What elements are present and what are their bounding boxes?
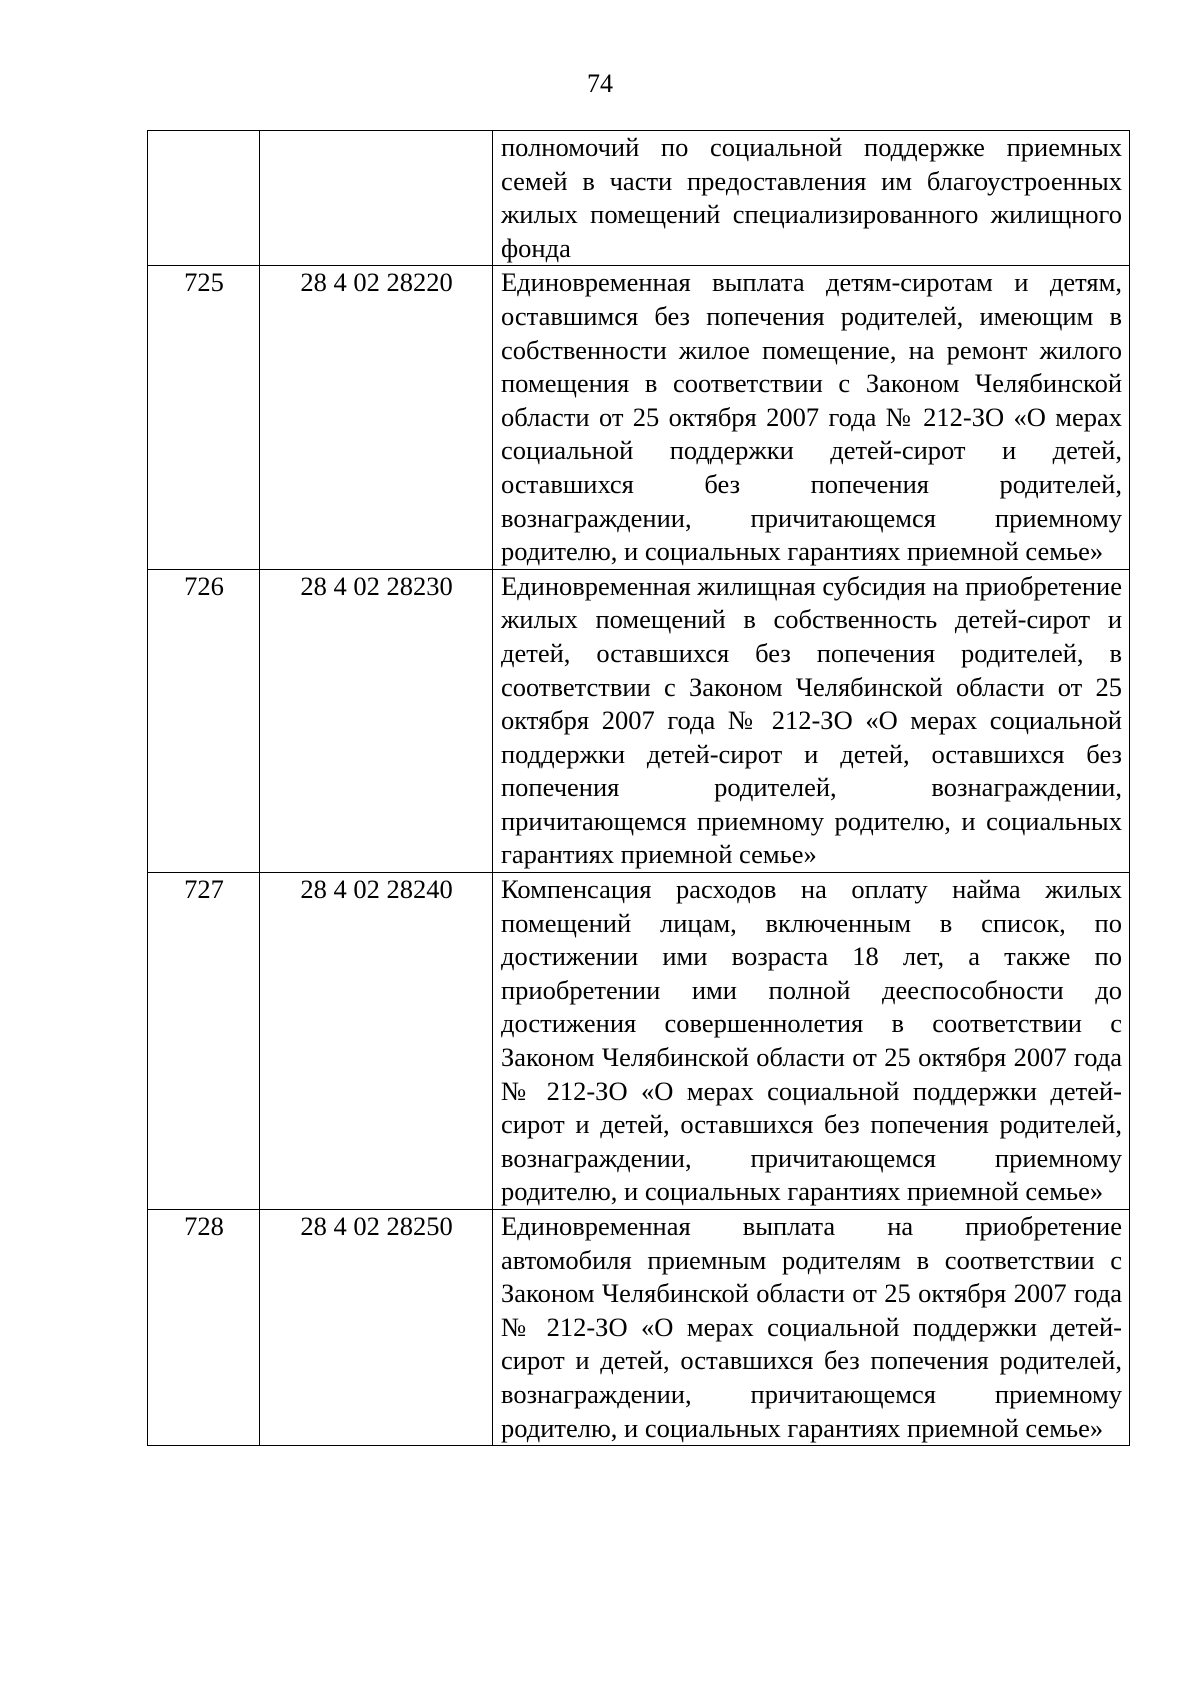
row-description: Единовременная жилищная субсидия на приобретение жилых помещений в собственность детей-сирот и детей, оставшихся без попечения родителей, в соответствии с Законом Челябинской области от 25 октября 2007 года № 212-ЗО «О мерах социальной поддержки детей-сирот и детей, оставшихся без попечения родителей, вознаграждении, причитающемся приемному родителю, и социальных гарантиях приемной семье» — [493, 569, 1130, 872]
row-description: Единовременная выплата на приобретение автомобиля приемным родителям в соответствии с Законом Челябинской области от 25 октября 2007 года № 212-ЗО «О мерах социальной поддержки детей-сирот и детей, оставшихся без попечения родителей, вознаграждении, причитающемся приемному родителю, и социальных гарантиях приемной семье» — [493, 1210, 1130, 1446]
row-number: 726 — [148, 569, 260, 872]
table-row — [148, 873, 1130, 1210]
row-description: Компенсация расходов на оплату найма жилых помещений лицам, включенным в список, по достижении ими возраста 18 лет, а также по приобретении ими полной дееспособности до достижения совершеннолетия в соответствии с Законом Челябинской области от 25 октября 2007 года № 212-ЗО «О мерах социальной поддержки детей-сирот и детей, оставшихся без попечения родителей, вознаграждении, причитающемся приемному родителю, и социальных гарантиях приемной семье» — [493, 873, 1130, 1210]
table-row — [148, 131, 1130, 266]
budget-code: 28 4 02 28250 — [260, 1210, 493, 1446]
row-description: полномочий по социальной поддержке приемных семей в части предоставления им благоустроенных жилых помещений специализированного жилищного фонда — [493, 131, 1130, 266]
table-row — [148, 1210, 1130, 1446]
row-description: Единовременная выплата детям-сиротам и детям, оставшимся без попечения родителей, имеющим в собственности жилое помещение, на ремонт жилого помещения в соответствии с Законом Челябинской области от 25 октября 2007 года № 212-ЗО «О мерах социальной поддержки детей-сирот и детей, оставшихся без попечения родителей, вознаграждении, причитающемся приемному родителю, и социальных гарантиях приемной семье» — [493, 266, 1130, 569]
table-row — [148, 266, 1130, 569]
table-row — [148, 569, 1130, 872]
row-number: 728 — [148, 1210, 260, 1446]
expenditure-table — [147, 130, 1130, 1446]
row-number: 727 — [148, 873, 260, 1210]
budget-code: 28 4 02 28230 — [260, 569, 493, 872]
budget-code: 28 4 02 28220 — [260, 266, 493, 569]
page-number: 74 — [587, 69, 613, 98]
budget-code — [260, 131, 493, 266]
row-number — [148, 131, 260, 266]
row-number: 725 — [148, 266, 260, 569]
budget-code: 28 4 02 28240 — [260, 873, 493, 1210]
